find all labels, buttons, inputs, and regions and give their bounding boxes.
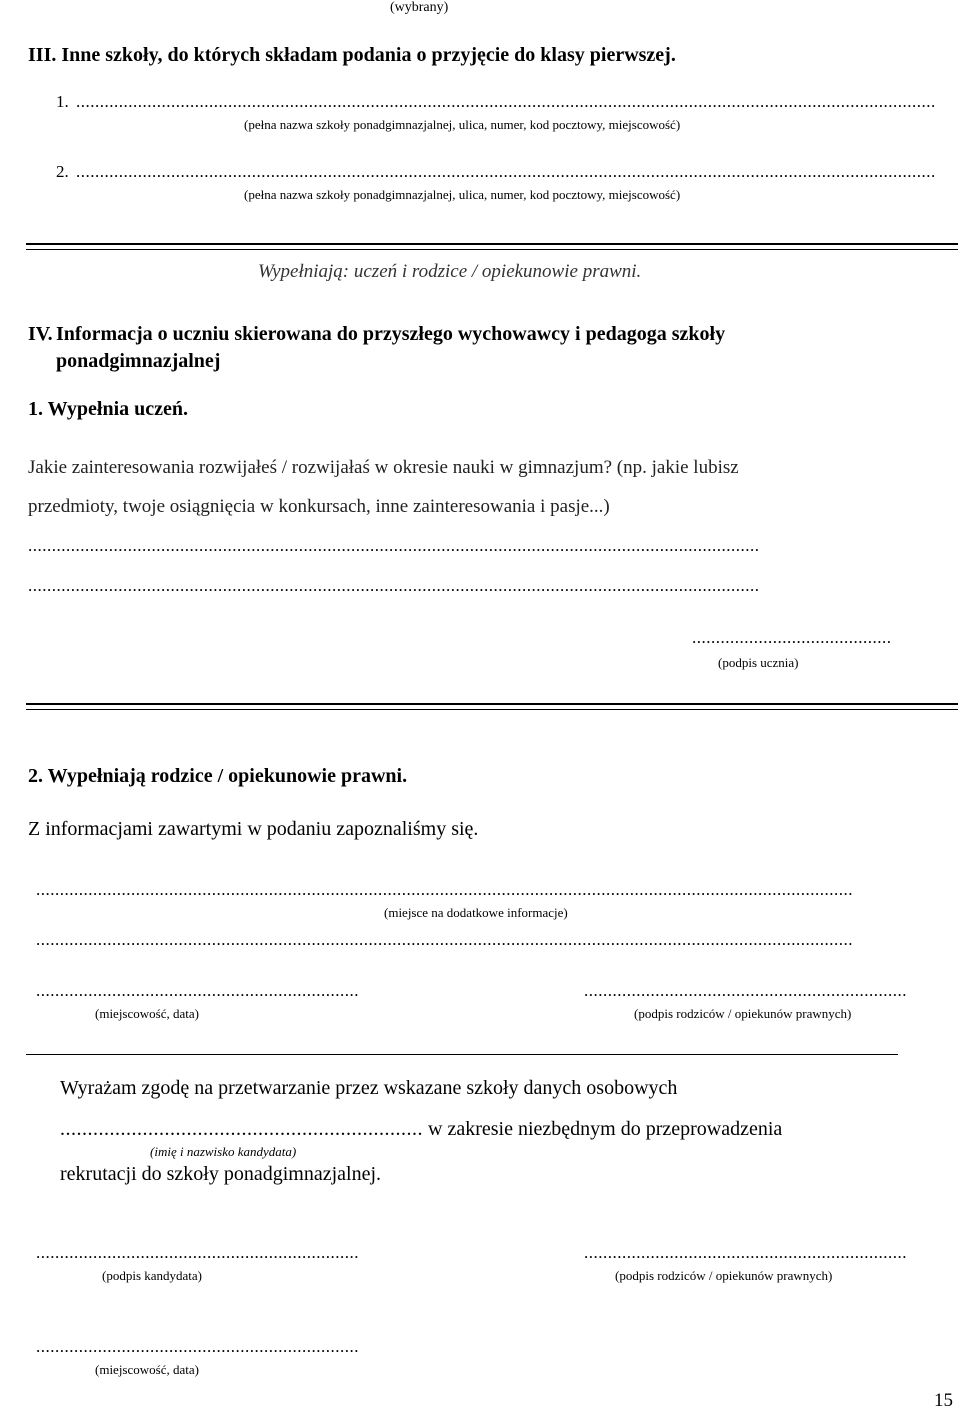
page-number: 15 [934,1390,953,1411]
section-4-heading-line2: ponadgimnazjalnej [56,350,221,372]
parents-statement: Z informacjami zawartymi w podaniu zapoznaliśmy się. [28,818,479,840]
place-date-field[interactable]: .................................................................... [36,981,359,1000]
school-1-field[interactable]: ..................................................................................................................................................................................... [76,92,936,111]
school-2-field[interactable]: ..................................................................................................................................................................................... [76,162,936,181]
answer-field-2[interactable]: .......................................................................................................................................................... [28,576,760,595]
part-1-title: 1. Wypełnia uczeń. [28,398,189,420]
question-line-2: przedmioty, twoje osiągnięcia w konkursach, inne zainteresowania i pasje...) [28,496,610,517]
parents-signature-field[interactable]: .................................................................... [584,981,907,1000]
divider-top-b [26,249,958,250]
divider-consent [26,1054,898,1055]
extra-info-field-2[interactable]: ............................................................................................................................................................................ [36,930,853,949]
school-2-caption: (pełna nazwa szkoły ponadgimnazjalnej, ulica, numer, kod pocztowy, miejscowość) [244,187,681,202]
consent-place-date-field[interactable]: .................................................................... [36,1337,359,1356]
school-1-number: 1. [56,92,69,111]
divider-mid-b [26,709,958,710]
selected-note: (wybrany) [390,0,449,15]
filled-by-note: Wypełniają: uczeń i rodzice / opiekunowie prawni. [258,261,642,282]
section-4-heading-line1: Informacja o uczniu skierowana do przyszłego wychowawcy i pedagoga szkoły [56,323,726,345]
school-2-number: 2. [56,162,69,181]
section-3-heading: III. Inne szkoły, do których składam podania o przyjęcie do klasy pierwszej. [28,44,676,66]
consent-line-2-text: w zakresie niezbędnym do przeprowadzenia [423,1118,783,1140]
part-2-title: 2. Wypełniają rodzice / opiekunowie prawni. [28,765,408,787]
student-signature-field[interactable]: .......................................... [692,628,892,647]
divider-top-a [26,243,958,245]
extra-info-field-1[interactable]: ............................................................................................................................................................................ [36,880,853,899]
consent-parents-signature-field[interactable]: .................................................................... [584,1243,907,1262]
question-line-1: Jakie zainteresowania rozwijałeś / rozwijałaś w okresie nauki w gimnazjum? (np. jakie lubisz [28,457,739,478]
place-date-caption: (miejscowość, data) [95,1006,199,1021]
consent-parents-signature-caption: (podpis rodziców / opiekunów prawnych) [615,1268,833,1283]
consent-line-1: Wyrażam zgodę na przetwarzanie przez wskazane szkoły danych osobowych [60,1077,678,1099]
school-1-caption: (pełna nazwa szkoły ponadgimnazjalnej, ulica, numer, kod pocztowy, miejscowość) [244,117,681,132]
parents-signature-caption: (podpis rodziców / opiekunów prawnych) [634,1006,852,1021]
candidate-signature-field[interactable]: .................................................................... [36,1243,359,1262]
answer-field-1[interactable]: .......................................................................................................................................................... [28,536,760,555]
consent-place-date-caption: (miejscowość, data) [95,1362,199,1377]
candidate-name-caption: (imię i nazwisko kandydata) [150,1144,297,1159]
student-signature-caption: (podpis ucznia) [718,655,799,670]
extra-info-caption: (miejsce na dodatkowe informacje) [384,905,568,920]
section-4-heading [56,323,956,346]
consent-line-2 [60,1118,782,1141]
section-4-number: IV. [28,323,53,345]
divider-mid-a [26,703,958,705]
candidate-signature-caption: (podpis kandydata) [102,1268,203,1283]
consent-line-3: rekrutacji do szkoły ponadgimnazjalnej. [60,1163,382,1185]
candidate-name-field[interactable]: .................................................................. [60,1118,423,1140]
